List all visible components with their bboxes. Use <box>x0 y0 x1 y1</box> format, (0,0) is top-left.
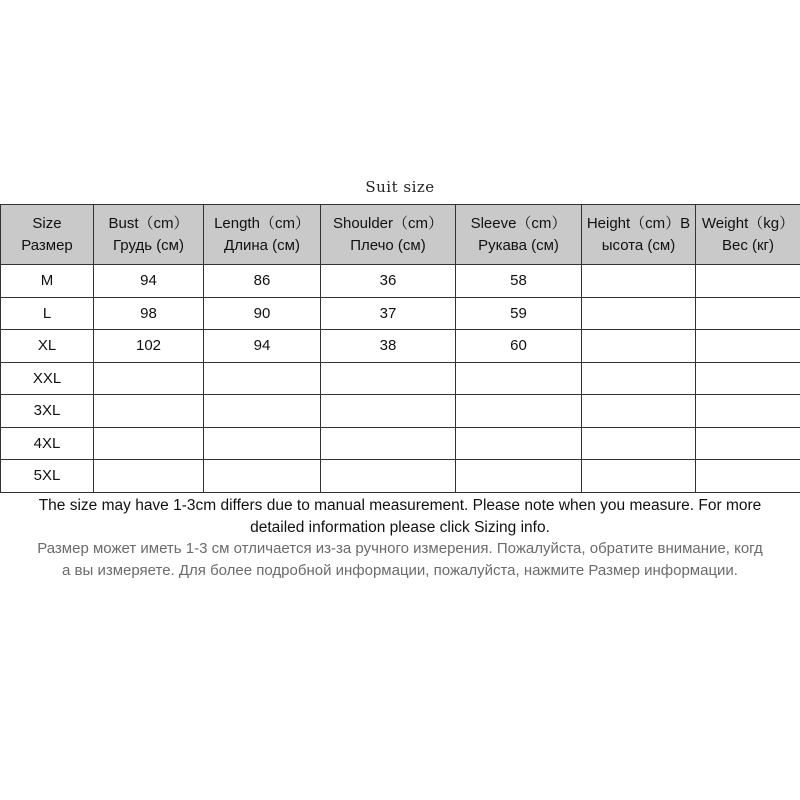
header-row <box>1 205 800 265</box>
cell-sleeve <box>456 460 582 493</box>
cell-size: XXL <box>1 362 94 395</box>
header-size: Size Размер <box>1 205 94 265</box>
cell-weight <box>696 297 800 330</box>
cell-shoulder: 37 <box>321 297 456 330</box>
cell-bust: 102 <box>94 330 204 363</box>
cell-sleeve <box>456 427 582 460</box>
table-body <box>1 265 800 493</box>
cell-size: 3XL <box>1 395 94 428</box>
cell-length: 94 <box>204 330 321 363</box>
header-bust: Bust（cm） Грудь (см) <box>94 205 204 265</box>
cell-shoulder <box>321 362 456 395</box>
header-length: Length（cm） Длина (см) <box>204 205 321 265</box>
header-weight: Weight（kg） Вес (кг) <box>696 205 800 265</box>
cell-height <box>582 362 696 395</box>
cell-size: 5XL <box>1 460 94 493</box>
cell-bust <box>94 362 204 395</box>
cell-shoulder: 38 <box>321 330 456 363</box>
table-row <box>1 265 800 298</box>
cell-size: L <box>1 297 94 330</box>
cell-sleeve <box>456 362 582 395</box>
cell-length <box>204 460 321 493</box>
cell-sleeve: 58 <box>456 265 582 298</box>
cell-height <box>582 395 696 428</box>
cell-weight <box>696 395 800 428</box>
cell-weight <box>696 460 800 493</box>
cell-length: 90 <box>204 297 321 330</box>
cell-bust <box>94 460 204 493</box>
cell-length: 86 <box>204 265 321 298</box>
note-ru-line-2: а вы измеряете. Для более подробной информации, пожалуйста, нажмите Размер информации. <box>62 562 738 579</box>
cell-length <box>204 395 321 428</box>
header-sleeve: Sleeve（cm） Рукава (см) <box>456 205 582 265</box>
cell-bust <box>94 427 204 460</box>
cell-size: XL <box>1 330 94 363</box>
table-row <box>1 427 800 460</box>
header-height: Height（cm）В ысота (см) <box>582 205 696 265</box>
note-en-line-1: The size may have 1-3cm differs due to manual measurement. Please note when you measure. For more <box>38 497 762 514</box>
table-header <box>1 205 800 265</box>
cell-height <box>582 265 696 298</box>
cell-height <box>582 297 696 330</box>
note-ru-line-1: Размер может иметь 1-3 см отличается из-за ручного измерения. Пожалуйста, обратите внимание, когд <box>37 540 763 557</box>
cell-weight <box>696 265 800 298</box>
cell-weight <box>696 330 800 363</box>
cell-shoulder <box>321 395 456 428</box>
cell-weight <box>696 427 800 460</box>
cell-size: M <box>1 265 94 298</box>
table-caption: Suit size <box>365 178 435 196</box>
table-row <box>1 460 800 493</box>
note-en-line-2: detailed information please click Sizing info. <box>250 519 550 536</box>
cell-length <box>204 362 321 395</box>
cell-shoulder <box>321 427 456 460</box>
table-row <box>1 297 800 330</box>
cell-sleeve <box>456 395 582 428</box>
cell-sleeve: 59 <box>456 297 582 330</box>
header-shoulder: Shoulder（cm） Плечо (см) <box>321 205 456 265</box>
cell-size: 4XL <box>1 427 94 460</box>
table-row <box>1 362 800 395</box>
cell-bust <box>94 395 204 428</box>
measurement-note-english <box>0 495 800 539</box>
cell-height <box>582 427 696 460</box>
cell-height <box>582 330 696 363</box>
cell-bust: 94 <box>94 265 204 298</box>
table-row <box>1 395 800 428</box>
table-row <box>1 330 800 363</box>
cell-weight <box>696 362 800 395</box>
cell-shoulder <box>321 460 456 493</box>
cell-sleeve: 60 <box>456 330 582 363</box>
cell-shoulder: 36 <box>321 265 456 298</box>
cell-length <box>204 427 321 460</box>
size-chart-table <box>0 204 800 493</box>
cell-bust: 98 <box>94 297 204 330</box>
measurement-note-russian <box>0 538 800 582</box>
cell-height <box>582 460 696 493</box>
